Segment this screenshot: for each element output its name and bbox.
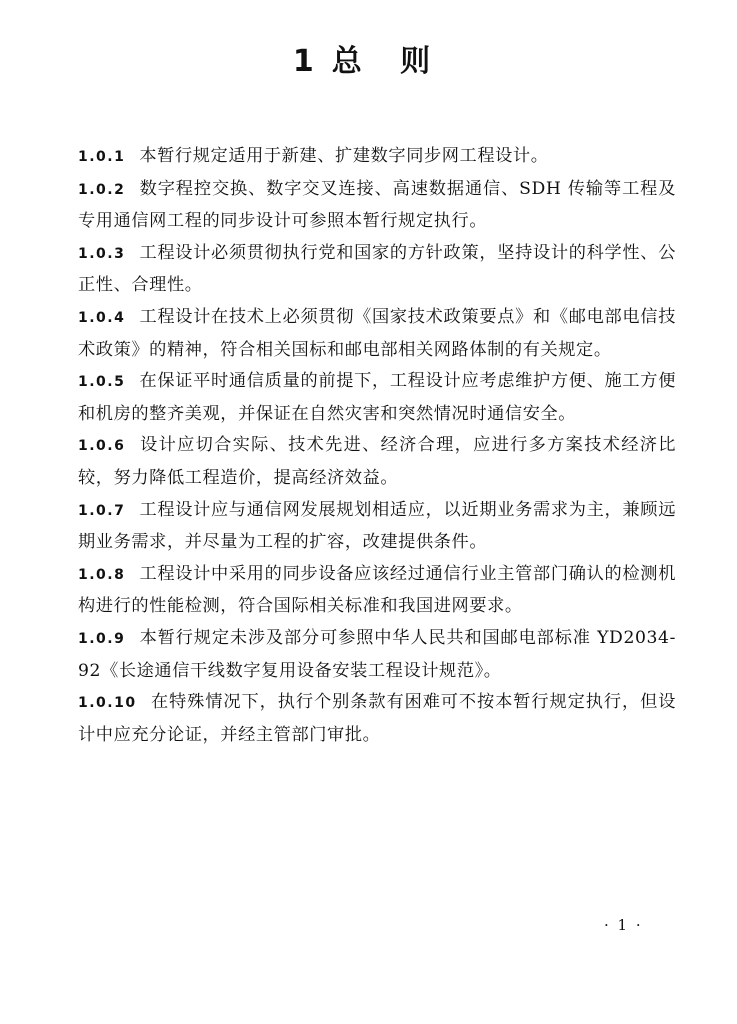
clause-text: 在保证平时通信质量的前提下，工程设计应考虑维护方便、施工方便和机房的整齐美观，并保证在自然灾害和突然情况时通信安全。 — [78, 371, 676, 424]
clause-1-0-10 — [78, 687, 676, 751]
clause-number: 1.0.9 — [78, 630, 126, 647]
clause-text: 本暂行规定适用于新建、扩建数字同步网工程设计。 — [139, 146, 549, 166]
clause-1-0-8 — [78, 559, 676, 623]
clause-number: 1.0.8 — [78, 566, 126, 583]
chapter-number: 1 — [292, 44, 314, 79]
clause-number: 1.0.2 — [78, 181, 126, 198]
clause-text: 工程设计中采用的同步设备应该经过通信行业主管部门确认的检测机构进行的性能检测，符合国际相关标准和我国进网要求。 — [78, 563, 676, 617]
clause-text: 工程设计在技术上必须贯彻《国家技术政策要点》和《邮电部电信技术政策》的精神，符合相关国标和邮电部相关网路体制的有关规定。 — [78, 306, 676, 360]
clause-number: 1.0.10 — [78, 695, 137, 712]
chapter-title: 总 则 — [331, 44, 445, 79]
clause-text: 在特殊情况下，执行个别条款有困难可不按本暂行规定执行，但设计中应充分论证，并经主管部门审批。 — [78, 692, 676, 745]
clause-number: 1.0.3 — [78, 245, 126, 262]
clause-1-0-9 — [78, 623, 676, 687]
clause-number: 1.0.7 — [78, 502, 126, 519]
clause-number: 1.0.5 — [78, 374, 126, 391]
page-number: · 1 · — [604, 916, 643, 934]
clause-1-0-2 — [78, 174, 676, 238]
clause-number: 1.0.4 — [78, 309, 126, 326]
clause-1-0-5 — [78, 366, 676, 430]
clause-text: 本暂行规定未涉及部分可参照中华人民共和国邮电部标准 YD2034-92《长途通信干线数字复用设备安装工程设计规范》。 — [78, 627, 676, 681]
clause-1-0-6 — [78, 430, 676, 494]
clause-text: 工程设计应与通信网发展规划相适应，以近期业务需求为主，兼顾远期业务需求，并尽量为工程的扩容，改建提供条件。 — [78, 499, 676, 553]
clause-1-0-3 — [78, 238, 676, 302]
clause-1-0-4 — [78, 302, 676, 366]
clause-number: 1.0.6 — [78, 438, 126, 455]
clause-text: 设计应切合实际、技术先进、经济合理，应进行多方案技术经济比较，努力降低工程造价，提高经济效益。 — [78, 435, 676, 488]
clause-1-0-7 — [78, 495, 676, 559]
clause-text: 数字程控交换、数字交叉连接、高速数据通信、SDH 传输等工程及专用通信网工程的同步设计可参照本暂行规定执行。 — [78, 178, 676, 232]
clause-text: 工程设计必须贯彻执行党和国家的方针政策，坚持设计的科学性、公正性、合理性。 — [78, 242, 676, 296]
clause-list — [78, 141, 676, 751]
page-title — [0, 42, 737, 82]
clause-number: 1.0.1 — [78, 149, 126, 165]
clause-1-0-1 — [78, 141, 676, 174]
